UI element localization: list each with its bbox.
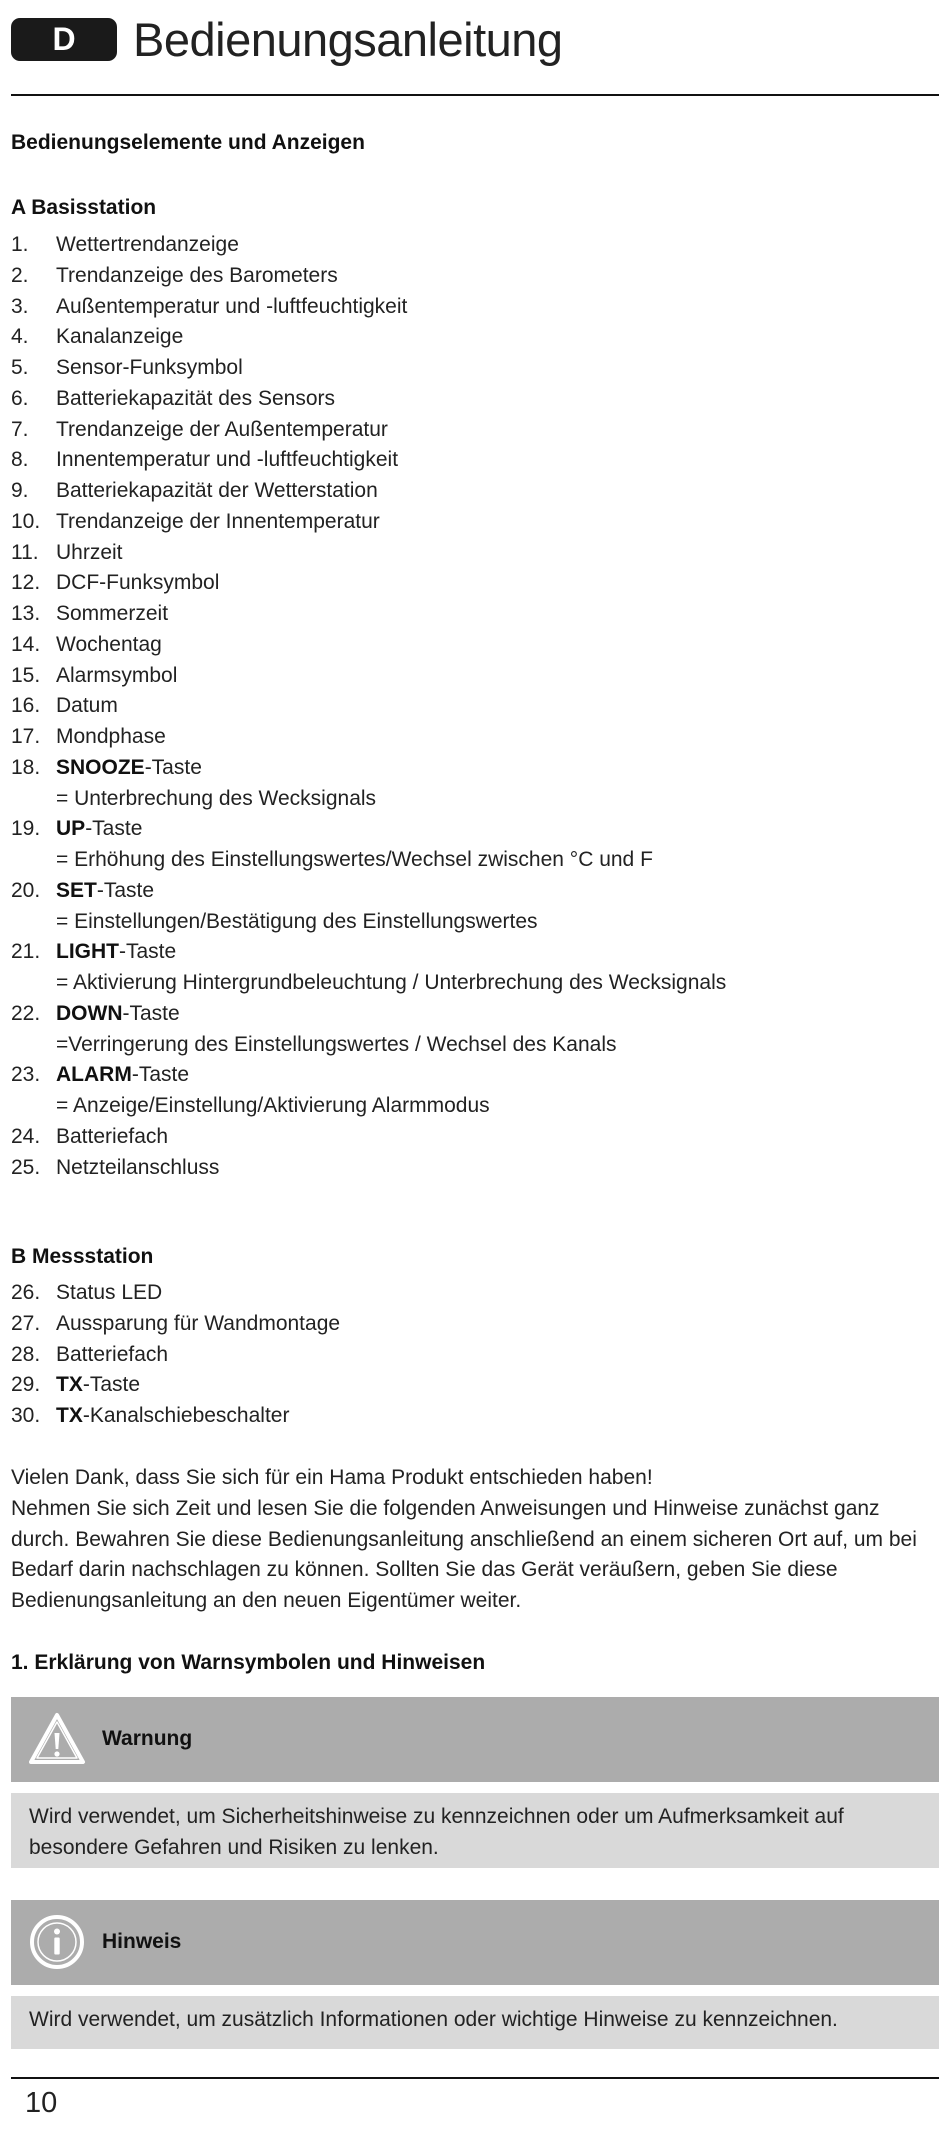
language-badge: D: [11, 18, 117, 61]
list-item-text: Uhrzeit: [56, 540, 123, 564]
list-item: [11, 722, 939, 753]
list-item: [11, 999, 939, 1030]
list-item-number: 22.: [11, 1001, 41, 1025]
list-item-label: [56, 661, 177, 692]
button-name: TX: [56, 1404, 83, 1427]
list-item-label: [56, 999, 180, 1030]
list-item-number: 19.: [11, 817, 41, 841]
list-item-text: Wochentag: [56, 632, 162, 656]
list-item-label: [56, 568, 219, 599]
info-circle-icon: [27, 1912, 87, 1972]
list-item-description: [11, 907, 939, 938]
section-1-heading: 1. Erklärung von Warnsymbolen und Hinweisen: [11, 1651, 486, 1674]
list-item-number: 7.: [11, 417, 29, 441]
list-item: [11, 1340, 939, 1371]
list-item-number: 16.: [11, 694, 41, 718]
list-item-number: 11.: [11, 540, 39, 564]
list-item-label: [56, 292, 407, 323]
button-name: SET: [56, 878, 97, 902]
list-item-number: 17.: [11, 725, 41, 748]
list-item-number: 9.: [11, 479, 29, 502]
list-item-number: 15.: [11, 663, 41, 687]
list-item-text: Alarmsymbol: [56, 663, 178, 687]
list-item-label: [56, 507, 380, 538]
warning-label: Warnung: [102, 1727, 193, 1750]
list-item-description-text: = Aktivierung Hintergrundbeleuchtung / Unterbrechung des Wecksignals: [56, 971, 727, 994]
intro-thanks: Vielen Dank, dass Sie sich für ein Hama Produkt entschieden haben!: [11, 1466, 653, 1489]
list-item: [11, 353, 939, 384]
list-item-text: -Taste: [119, 940, 177, 964]
list-item-label: [56, 415, 388, 446]
list-item-label: [56, 1340, 168, 1371]
list-item-label: [56, 1370, 140, 1401]
list-item-description: [11, 1030, 939, 1061]
list-item-label: [56, 476, 378, 507]
button-name: LIGHT: [56, 940, 119, 964]
section-b-list: [11, 1278, 939, 1432]
list-item-text: Mondphase: [56, 725, 166, 748]
list-item-text: -Taste: [122, 1001, 180, 1025]
list-item-label: [56, 384, 335, 415]
list-item-number: 14.: [11, 632, 41, 656]
list-item: [11, 876, 939, 907]
list-item-text: Batteriekapazität des Sensors: [56, 386, 335, 410]
list-item-description: [11, 845, 939, 876]
list-item-text: Netzteilanschluss: [56, 1155, 220, 1179]
list-item-description: [11, 968, 939, 999]
list-item-label: [56, 322, 183, 353]
list-item-label: [56, 1122, 168, 1153]
list-item-number: 18.: [11, 755, 41, 779]
list-item: [11, 261, 939, 292]
list-item-number: 4.: [11, 325, 29, 349]
list-item-description-text: =Verringerung des Einstellungswertes / Wechsel des Kanals: [56, 1032, 617, 1056]
list-item-text: -Taste: [131, 1063, 190, 1087]
list-item-text: Batteriefach: [56, 1124, 169, 1148]
list-item-text: Batteriefach: [56, 1342, 169, 1366]
footer-divider: [11, 2077, 939, 2079]
list-item-number: 20.: [11, 878, 41, 902]
list-item: [11, 507, 939, 538]
list-item: [11, 322, 939, 353]
list-item: [11, 1060, 939, 1091]
page-number: 10: [25, 2087, 58, 2119]
list-item-description-text: = Anzeige/Einstellung/Aktivierung Alarmmodus: [56, 1094, 490, 1117]
button-name: DOWN: [56, 1001, 123, 1025]
list-item: [11, 568, 939, 599]
list-item: [11, 415, 939, 446]
list-item-number: 8.: [11, 448, 29, 472]
button-name: ALARM: [56, 1063, 132, 1087]
list-item-text: Datum: [56, 694, 118, 718]
list-item: [11, 1370, 939, 1401]
note-label: Hinweis: [102, 1930, 182, 1953]
list-item: [11, 814, 939, 845]
list-item-text: -Kanalschiebeschalter: [82, 1404, 290, 1427]
document-title: Bedienungsanleitung: [133, 13, 563, 66]
list-item-text: Innentemperatur und -luftfeuchtigkeit: [56, 448, 399, 472]
list-item-number: 21.: [11, 940, 41, 964]
list-item: [11, 753, 939, 784]
button-name: TX: [56, 1373, 83, 1397]
list-item-text: -Taste: [96, 878, 155, 902]
list-item: [11, 1401, 939, 1432]
list-item-label: [56, 1278, 162, 1309]
page-header: [11, 13, 939, 96]
list-item-description-text: = Erhöhung des Einstellungswertes/Wechsel zwischen °C und F: [56, 848, 653, 871]
list-item-label: [56, 230, 239, 261]
button-name: UP: [56, 817, 86, 841]
list-item: [11, 1153, 939, 1184]
list-item: [11, 661, 939, 692]
section-a-heading: A Basisstation: [11, 196, 157, 219]
list-item-text: -Taste: [82, 1373, 141, 1397]
list-item-number: 3.: [11, 294, 29, 318]
warning-text: Wird verwendet, um Sicherheitshinweise zu kennzeichnen oder um Aufmerksamkeit auf besondere Gefahren und Risiken zu lenken.: [29, 1805, 844, 1859]
list-item-label: [56, 538, 123, 569]
list-item-text: -Taste: [85, 817, 143, 841]
list-item-number: 27.: [11, 1311, 41, 1335]
warning-box-body: [11, 1793, 939, 1868]
warning-triangle-icon: [27, 1709, 87, 1769]
list-item-label: [56, 876, 154, 907]
list-item-number: 26.: [11, 1281, 41, 1304]
controls-heading: Bedienungselemente und Anzeigen: [11, 131, 365, 154]
list-item-description: [11, 1091, 939, 1122]
list-item-label: [56, 261, 338, 292]
warning-box-header: [11, 1697, 939, 1782]
list-item: [11, 230, 939, 261]
list-item-label: [56, 1153, 219, 1184]
list-item-number: 25.: [11, 1155, 41, 1179]
section-b-heading: B Messstation: [11, 1245, 154, 1268]
list-item-number: 5.: [11, 356, 29, 379]
list-item: [11, 599, 939, 630]
list-item-text: Sensor-Funksymbol: [56, 356, 243, 379]
intro-instructions: Nehmen Sie sich Zeit und lesen Sie die folgenden Anweisungen und Hinweise zunächst ganz durch. Bewahren Sie diese Bedienungsanleitung anschließend an einem sicheren Ort auf, um bei Bedarf darin nachschlagen zu können. Sollten Sie das Gerät veräußern, geben Sie diese Bedienungsanleitung an den neuen Eigentümer weiter.: [11, 1496, 917, 1612]
list-item-label: [56, 1309, 340, 1340]
list-item-text: -Taste: [144, 755, 202, 779]
list-item-number: 24.: [11, 1124, 41, 1148]
list-item-label: [56, 814, 142, 845]
list-item: [11, 1278, 939, 1309]
list-item-text: Kanalanzeige: [56, 325, 184, 349]
list-item-text: Status LED: [56, 1281, 163, 1304]
list-item-label: [56, 691, 118, 722]
list-item-text: Trendanzeige des Barometers: [56, 263, 338, 287]
list-item: [11, 1309, 939, 1340]
list-item-label: [56, 937, 176, 968]
list-item-number: 28.: [11, 1342, 41, 1366]
list-item-label: [56, 353, 243, 384]
list-item-number: 23.: [11, 1063, 41, 1087]
list-item-number: 6.: [11, 386, 29, 410]
list-item-description-text: = Unterbrechung des Wecksignals: [56, 786, 377, 810]
list-item-description-text: = Einstellungen/Bestätigung des Einstellungswertes: [56, 909, 538, 933]
note-box-body: [11, 1996, 939, 2049]
list-item-label: [56, 722, 166, 753]
note-box-header: [11, 1900, 939, 1985]
list-item: [11, 476, 939, 507]
list-item-label: [56, 1401, 289, 1432]
list-item-label: [56, 599, 168, 630]
list-item-label: [56, 630, 162, 661]
list-item-label: [56, 1060, 189, 1091]
list-item-description: [11, 784, 939, 815]
list-item-text: Trendanzeige der Außentemperatur: [56, 417, 388, 441]
list-item: [11, 445, 939, 476]
list-item: [11, 292, 939, 323]
list-item-number: 13.: [11, 602, 41, 625]
list-item-number: 29.: [11, 1373, 41, 1397]
list-item-text: Außentemperatur und -luftfeuchtigkeit: [56, 294, 408, 318]
list-item-number: 1.: [11, 233, 29, 256]
list-item-label: [56, 753, 202, 784]
button-name: SNOOZE: [56, 755, 145, 779]
list-item: [11, 937, 939, 968]
list-item: [11, 538, 939, 569]
list-item-number: 2.: [11, 263, 29, 287]
list-item: [11, 691, 939, 722]
list-item-number: 30.: [11, 1404, 41, 1427]
list-item-text: Batteriekapazität der Wetterstation: [56, 479, 378, 502]
list-item-number: 12.: [11, 571, 41, 595]
list-item: [11, 1122, 939, 1153]
list-item-text: Wettertrendanzeige: [56, 233, 239, 256]
list-item-label: [56, 445, 398, 476]
note-text: Wird verwendet, um zusätzlich Informationen oder wichtige Hinweise zu kennzeichnen.: [29, 2008, 838, 2031]
list-item-text: Aussparung für Wandmontage: [56, 1311, 341, 1335]
list-item-text: Sommerzeit: [56, 602, 169, 625]
list-item-text: DCF-Funksymbol: [56, 571, 220, 595]
section-a-list: [11, 230, 939, 1183]
list-item: [11, 384, 939, 415]
list-item-number: 10.: [11, 509, 41, 533]
intro-text: [11, 1463, 939, 1617]
list-item: [11, 630, 939, 661]
list-item-text: Trendanzeige der Innentemperatur: [56, 509, 380, 533]
